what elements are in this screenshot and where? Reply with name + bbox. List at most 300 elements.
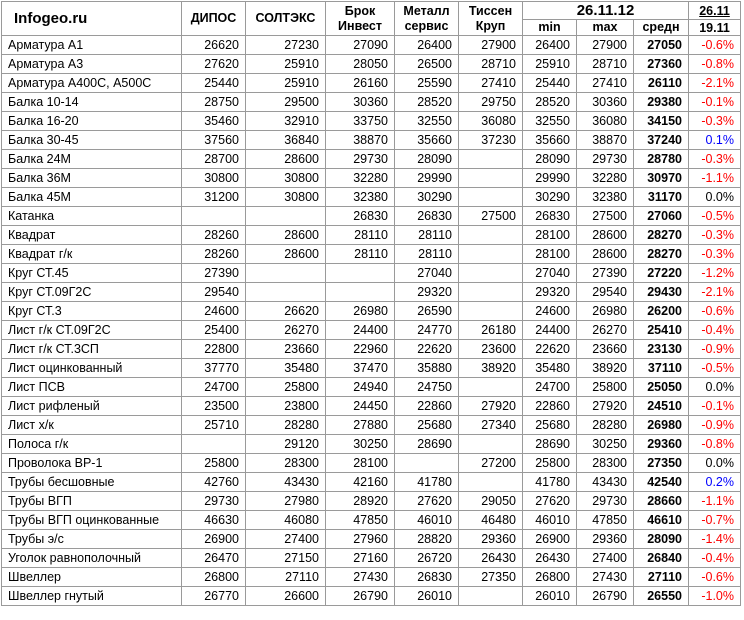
supplier-header-soltex: СОЛТЭКС [246,2,326,36]
supplier-price-cell: 28750 [182,93,246,112]
supplier-price-cell: 22620 [395,340,459,359]
product-name-cell: Балка 24М [2,150,182,169]
supplier-price-cell: 30800 [182,169,246,188]
change-percent-cell: -0.9% [689,340,741,359]
min-price-cell: 26430 [523,549,577,568]
supplier-price-cell: 28110 [395,226,459,245]
supplier-price-cell: 27880 [326,416,395,435]
change-percent-cell: 0.0% [689,454,741,473]
product-name-cell: Круг СТ.09Г2С [2,283,182,302]
avg-price-cell: 26840 [634,549,689,568]
product-name-cell: Лист оцинкованный [2,359,182,378]
supplier-price-cell: 28520 [395,93,459,112]
supplier-price-cell: 22960 [326,340,395,359]
supplier-price-cell: 42760 [182,473,246,492]
supplier-price-cell: 26830 [395,568,459,587]
supplier-price-cell: 32550 [395,112,459,131]
avg-price-cell: 27050 [634,36,689,55]
min-price-cell: 24400 [523,321,577,340]
product-name-cell: Трубы ВГП оцинкованные [2,511,182,530]
product-name-cell: Катанка [2,207,182,226]
supplier-price-cell: 23660 [246,340,326,359]
supplier-price-cell: 27620 [182,55,246,74]
supplier-price-cell: 22860 [395,397,459,416]
max-price-cell: 32380 [577,188,634,207]
product-name-cell: Круг СТ.3 [2,302,182,321]
supplier-price-cell: 28260 [182,226,246,245]
avg-price-cell: 31170 [634,188,689,207]
avg-price-cell: 25050 [634,378,689,397]
supplier-price-cell [395,454,459,473]
supplier-price-cell: 25400 [182,321,246,340]
min-price-cell: 25440 [523,74,577,93]
avg-price-cell: 23130 [634,340,689,359]
min-price-cell: 29320 [523,283,577,302]
supplier-price-cell: 28260 [182,245,246,264]
max-price-cell: 27390 [577,264,634,283]
min-price-cell: 26900 [523,530,577,549]
supplier-header-dipos: ДИПОС [182,2,246,36]
min-price-cell: 25910 [523,55,577,74]
table-row [2,340,741,359]
supplier-price-cell [459,378,523,397]
supplier-price-cell: 42160 [326,473,395,492]
avg-price-cell: 27110 [634,568,689,587]
product-name-cell: Полоса г/к [2,435,182,454]
min-price-cell: 25680 [523,416,577,435]
supplier-price-cell: 35660 [395,131,459,150]
supplier-price-cell: 25710 [182,416,246,435]
change-percent-cell: -0.7% [689,511,741,530]
supplier-price-cell: 25800 [246,378,326,397]
avg-price-cell: 42540 [634,473,689,492]
supplier-price-cell: 27500 [459,207,523,226]
min-price-cell: 41780 [523,473,577,492]
supplier-price-cell: 26430 [459,549,523,568]
supplier-price-cell: 25440 [182,74,246,93]
min-price-cell: 28100 [523,245,577,264]
supplier-price-cell [459,473,523,492]
supplier-price-cell: 47850 [326,511,395,530]
supplier-price-cell: 26160 [326,74,395,93]
supplier-price-cell: 27040 [395,264,459,283]
max-price-cell: 27500 [577,207,634,226]
supplier-price-cell [459,169,523,188]
change-percent-cell: -0.6% [689,568,741,587]
product-name-cell: Квадрат [2,226,182,245]
table-row [2,511,741,530]
supplier-price-cell: 33750 [326,112,395,131]
change-date-current: 26.11 [689,2,741,20]
min-price-cell: 32550 [523,112,577,131]
supplier-price-cell: 27980 [246,492,326,511]
supplier-price-cell: 26010 [395,587,459,606]
supplier-price-cell: 26830 [395,207,459,226]
table-row [2,264,741,283]
product-name-cell: Трубы бесшовные [2,473,182,492]
table-row [2,397,741,416]
supplier-price-cell: 32380 [326,188,395,207]
supplier-price-cell: 24770 [395,321,459,340]
supplier-price-cell: 28090 [395,150,459,169]
product-name-cell: Арматура А1 [2,36,182,55]
max-price-cell: 38920 [577,359,634,378]
change-percent-cell: -0.3% [689,226,741,245]
supplier-price-cell: 30360 [326,93,395,112]
avg-price-cell: 34150 [634,112,689,131]
supplier-price-cell [459,435,523,454]
supplier-price-cell: 46080 [246,511,326,530]
avg-price-cell: 27220 [634,264,689,283]
max-price-cell: 29540 [577,283,634,302]
change-percent-cell: -2.1% [689,283,741,302]
supplier-price-cell: 23500 [182,397,246,416]
table-row [2,207,741,226]
supplier-price-cell: 25680 [395,416,459,435]
supplier-price-cell: 27400 [246,530,326,549]
table-row [2,150,741,169]
change-percent-cell: -2.1% [689,74,741,93]
supplier-price-cell: 41780 [395,473,459,492]
change-date-previous: 19.11 [689,20,741,36]
supplier-price-cell: 37230 [459,131,523,150]
product-name-cell: Трубы э/с [2,530,182,549]
supplier-price-cell [326,283,395,302]
table-row [2,55,741,74]
min-price-cell: 27040 [523,264,577,283]
supplier-price-cell: 29050 [459,492,523,511]
table-row [2,74,741,93]
supplier-price-cell [246,207,326,226]
supplier-price-cell: 29360 [459,530,523,549]
supplier-price-cell: 29500 [246,93,326,112]
supplier-price-cell: 32910 [246,112,326,131]
supplier-price-cell: 29540 [182,283,246,302]
supplier-price-cell: 26980 [326,302,395,321]
supplier-price-cell: 23800 [246,397,326,416]
supplier-price-cell: 27350 [459,568,523,587]
supplier-price-cell: 27340 [459,416,523,435]
supplier-price-cell: 29990 [395,169,459,188]
supplier-price-cell: 26620 [246,302,326,321]
min-price-cell: 24700 [523,378,577,397]
avg-price-cell: 46610 [634,511,689,530]
min-price-cell: 26800 [523,568,577,587]
supplier-price-cell [459,188,523,207]
supplier-price-cell: 28820 [395,530,459,549]
product-name-cell: Балка 36М [2,169,182,188]
max-price-cell: 29730 [577,150,634,169]
supplier-header-thyssen-krupp: Тиссен Круп [459,2,523,36]
change-percent-cell: -1.4% [689,530,741,549]
supplier-price-cell: 38920 [459,359,523,378]
supplier-price-cell: 27390 [182,264,246,283]
supplier-price-cell: 24400 [326,321,395,340]
supplier-price-cell: 29750 [459,93,523,112]
min-price-cell: 28520 [523,93,577,112]
min-price-cell: 30290 [523,188,577,207]
min-price-cell: 46010 [523,511,577,530]
avg-price-cell: 25410 [634,321,689,340]
supplier-price-cell [459,302,523,321]
max-price-cell: 27920 [577,397,634,416]
avg-price-cell: 37110 [634,359,689,378]
change-percent-cell: -0.5% [689,207,741,226]
avg-price-cell: 28090 [634,530,689,549]
avg-price-cell: 26980 [634,416,689,435]
supplier-price-cell: 25590 [395,74,459,93]
max-price-cell: 26980 [577,302,634,321]
change-percent-cell: -1.0% [689,587,741,606]
supplier-price-cell: 27920 [459,397,523,416]
supplier-price-cell: 27410 [459,74,523,93]
supplier-price-cell: 26720 [395,549,459,568]
supplier-price-cell: 29320 [395,283,459,302]
supplier-price-cell: 37470 [326,359,395,378]
supplier-price-cell: 26790 [326,587,395,606]
table-row [2,321,741,340]
product-name-cell: Лист рифленый [2,397,182,416]
max-price-cell: 29360 [577,530,634,549]
supplier-price-cell: 28600 [246,226,326,245]
product-name-cell: Лист г/к СТ.3СП [2,340,182,359]
price-rows [2,36,741,606]
supplier-price-cell: 22800 [182,340,246,359]
avg-price-cell: 29360 [634,435,689,454]
supplier-price-cell: 28110 [326,226,395,245]
change-percent-cell: -0.5% [689,359,741,378]
supplier-price-cell: 46010 [395,511,459,530]
supplier-price-cell [459,226,523,245]
min-price-cell: 26010 [523,587,577,606]
table-row [2,435,741,454]
supplier-price-cell: 26590 [395,302,459,321]
supplier-price-cell: 32280 [326,169,395,188]
supplier-price-cell: 43430 [246,473,326,492]
min-price-cell: 22860 [523,397,577,416]
max-price-cell: 32280 [577,169,634,188]
supplier-price-cell: 28920 [326,492,395,511]
max-price-cell: 28280 [577,416,634,435]
table-row [2,302,741,321]
supplier-price-cell: 46630 [182,511,246,530]
change-percent-cell: -0.8% [689,55,741,74]
min-header: min [523,20,577,36]
supplier-price-cell [459,245,523,264]
change-percent-cell: -0.6% [689,36,741,55]
supplier-price-cell: 27150 [246,549,326,568]
supplier-price-cell: 30250 [326,435,395,454]
change-percent-cell: -0.8% [689,435,741,454]
max-price-cell: 28600 [577,245,634,264]
min-price-cell: 27620 [523,492,577,511]
supplier-price-cell: 26800 [182,568,246,587]
max-price-cell: 23660 [577,340,634,359]
product-name-cell: Лист х/к [2,416,182,435]
supplier-price-cell: 27090 [326,36,395,55]
product-name-cell: Балка 30-45 [2,131,182,150]
max-price-cell: 26270 [577,321,634,340]
supplier-price-cell: 28100 [326,454,395,473]
supplier-price-cell: 26470 [182,549,246,568]
max-price-cell: 27410 [577,74,634,93]
max-price-cell: 36080 [577,112,634,131]
price-table [1,1,741,606]
supplier-price-cell: 26270 [246,321,326,340]
avg-price-cell: 26200 [634,302,689,321]
supplier-price-cell: 25910 [246,74,326,93]
change-percent-cell: -0.4% [689,321,741,340]
max-price-cell: 47850 [577,511,634,530]
product-name-cell: Квадрат г/к [2,245,182,264]
max-price-cell: 26790 [577,587,634,606]
supplier-price-cell: 26180 [459,321,523,340]
supplier-price-cell: 26620 [182,36,246,55]
max-price-cell: 27900 [577,36,634,55]
supplier-price-cell: 24700 [182,378,246,397]
supplier-header-brok-invest: Брок Инвест [326,2,395,36]
supplier-price-cell: 26500 [395,55,459,74]
supplier-price-cell: 28600 [246,150,326,169]
product-name-cell: Балка 16-20 [2,112,182,131]
supplier-price-cell: 28280 [246,416,326,435]
max-price-cell: 28300 [577,454,634,473]
table-row [2,416,741,435]
product-name-cell: Лист г/к СТ.09Г2С [2,321,182,340]
supplier-price-cell [459,283,523,302]
change-percent-cell: 0.1% [689,131,741,150]
table-row [2,587,741,606]
supplier-price-cell: 30800 [246,188,326,207]
table-row [2,454,741,473]
table-row [2,549,741,568]
table-row [2,530,741,549]
product-name-cell: Арматура А3 [2,55,182,74]
avg-price-cell: 28660 [634,492,689,511]
supplier-price-cell: 28110 [326,245,395,264]
supplier-price-cell: 26600 [246,587,326,606]
table-row [2,283,741,302]
supplier-price-cell: 24940 [326,378,395,397]
supplier-price-cell: 26770 [182,587,246,606]
min-price-cell: 24600 [523,302,577,321]
avg-price-cell: 28780 [634,150,689,169]
table-row [2,188,741,207]
date-header: 26.11.12 [523,2,689,20]
supplier-price-cell: 29730 [182,492,246,511]
table-row [2,36,741,55]
avg-price-cell: 28270 [634,245,689,264]
supplier-price-cell: 28690 [395,435,459,454]
site-title: Infogeo.ru [2,2,182,36]
table-row [2,492,741,511]
min-price-cell: 29990 [523,169,577,188]
supplier-price-cell [182,207,246,226]
max-price-cell: 29730 [577,492,634,511]
min-price-cell: 28090 [523,150,577,169]
supplier-price-cell: 28110 [395,245,459,264]
supplier-price-cell: 35460 [182,112,246,131]
supplier-price-cell: 35480 [246,359,326,378]
supplier-price-cell: 46480 [459,511,523,530]
avg-price-cell: 28270 [634,226,689,245]
supplier-price-cell: 35880 [395,359,459,378]
min-price-cell: 25800 [523,454,577,473]
supplier-price-cell: 26830 [326,207,395,226]
avg-price-cell: 27350 [634,454,689,473]
max-price-cell: 28710 [577,55,634,74]
product-name-cell: Лист ПСВ [2,378,182,397]
max-price-cell: 43430 [577,473,634,492]
avg-price-cell: 29430 [634,283,689,302]
change-percent-cell: 0.0% [689,378,741,397]
max-header: max [577,20,634,36]
max-price-cell: 38870 [577,131,634,150]
product-name-cell: Трубы ВГП [2,492,182,511]
supplier-price-cell: 27900 [459,36,523,55]
supplier-price-cell [459,587,523,606]
table-row [2,169,741,188]
supplier-price-cell: 38870 [326,131,395,150]
supplier-price-cell: 27110 [246,568,326,587]
avg-header: средн [634,20,689,36]
avg-price-cell: 29380 [634,93,689,112]
supplier-price-cell: 24450 [326,397,395,416]
product-name-cell: Арматура А400С, А500С [2,74,182,93]
supplier-price-cell: 27160 [326,549,395,568]
supplier-header-metall-service: Металл сервис [395,2,459,36]
max-price-cell: 27400 [577,549,634,568]
product-name-cell: Швеллер гнутый [2,587,182,606]
supplier-price-cell: 28050 [326,55,395,74]
change-percent-cell: -0.3% [689,150,741,169]
supplier-price-cell [459,150,523,169]
product-name-cell: Балка 10-14 [2,93,182,112]
change-percent-cell: -0.3% [689,112,741,131]
supplier-price-cell: 37560 [182,131,246,150]
supplier-price-cell: 30800 [246,169,326,188]
change-percent-cell: -0.6% [689,302,741,321]
max-price-cell: 28600 [577,226,634,245]
table-row [2,112,741,131]
product-name-cell: Уголок равнополочный [2,549,182,568]
supplier-price-cell: 27200 [459,454,523,473]
table-row [2,568,741,587]
avg-price-cell: 26550 [634,587,689,606]
supplier-price-cell: 36080 [459,112,523,131]
supplier-price-cell: 29730 [326,150,395,169]
table-row [2,226,741,245]
supplier-price-cell: 28300 [246,454,326,473]
product-name-cell: Проволока ВР-1 [2,454,182,473]
min-price-cell: 22620 [523,340,577,359]
change-percent-cell: -1.1% [689,492,741,511]
supplier-price-cell: 27230 [246,36,326,55]
supplier-price-cell: 28700 [182,150,246,169]
max-price-cell: 27430 [577,568,634,587]
supplier-price-cell: 31200 [182,188,246,207]
supplier-price-cell: 23600 [459,340,523,359]
min-price-cell: 35660 [523,131,577,150]
supplier-price-cell [246,264,326,283]
change-percent-cell: -0.4% [689,549,741,568]
supplier-price-cell: 25800 [182,454,246,473]
max-price-cell: 30360 [577,93,634,112]
change-percent-cell: -1.1% [689,169,741,188]
product-name-cell: Балка 45М [2,188,182,207]
table-row [2,359,741,378]
table-row [2,245,741,264]
